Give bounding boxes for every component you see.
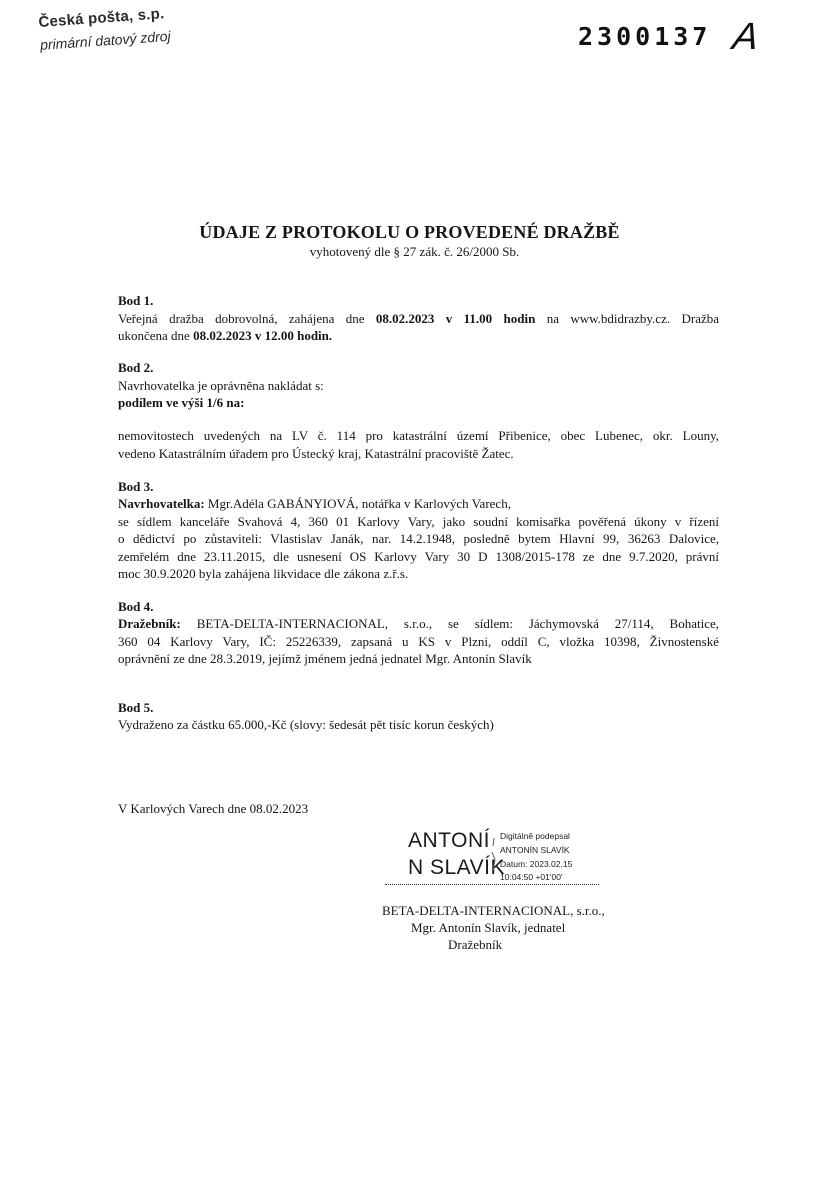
reference-letter: A bbox=[730, 16, 762, 58]
section-4-company: BETA-DELTA-INTERNACIONAL, s.r.o., se sídlem: Jáchymovská 27/114, Bohatice, bbox=[180, 616, 719, 631]
section-4-line-1 bbox=[118, 615, 719, 633]
section-2-line-1: Navrhovatelka je oprávněna nakládat s: bbox=[118, 378, 324, 393]
signature-person: Mgr. Antonín Slavík, jednatel bbox=[411, 920, 566, 935]
signature-role: Dražebník bbox=[448, 937, 503, 952]
section-3-notary: Mgr.Adéla GABÁNYIOVÁ, notářka v Karlových Varech, bbox=[204, 496, 511, 511]
section-1-heading: Bod 1. bbox=[118, 293, 154, 308]
section-2-line-3: nemovitostech uvedených na LV č. 114 pro katastrální území Přibenice, obec Lubenec, okr. Louny, bbox=[118, 428, 719, 443]
stamp-source: primární datový zdroj bbox=[39, 27, 172, 53]
signature-company: BETA-DELTA-INTERNACIONAL, s.r.o., bbox=[382, 903, 605, 918]
section-4-line-2: 360 04 Karlovy Vary, IČ: 25226339, zapsaná u KS v Plzni, oddíl C, vložka 10398, Živnostenské bbox=[118, 634, 719, 649]
section-1-start: 08.02.2023 v 11.00 hodin bbox=[375, 311, 536, 326]
digital-signature-name: ANTONÍN SLAVÍK bbox=[500, 845, 570, 855]
section-2-line-4: vedeno Katastrálním úřadem pro Ústecký kraj, Katastrální pracoviště Žatec. bbox=[118, 446, 514, 461]
section-3-heading: Bod 3. bbox=[118, 479, 154, 494]
document-title: ÚDAJE Z PROTOKOLU O PROVEDENÉ DRAŽBĚ bbox=[199, 222, 620, 242]
section-1-text-end: na www.bdidrazby.cz. Dražba bbox=[535, 311, 720, 326]
document-subtitle: vyhotovený dle § 27 zák. č. 26/2000 Sb. bbox=[309, 244, 520, 259]
section-1-end-label: ukončena dne bbox=[118, 328, 194, 343]
section-3-line-2: se sídlem kanceláře Svahová 4, 360 01 Karlovy Vary, jako soudní komisařka pověřená úkony v řízení bbox=[118, 514, 719, 529]
section-1-end: 08.02.2023 v 12.00 hodin. bbox=[193, 328, 333, 343]
signature-mark-icon bbox=[489, 836, 499, 876]
signature-line bbox=[385, 884, 599, 885]
stamp-organization: Česká pošta, s.p. bbox=[38, 5, 165, 31]
digital-signature-date: Datum: 2023.02.15 bbox=[500, 859, 573, 869]
section-1-text: Veřejná dražba dobrovolná, zahájena dne bbox=[118, 311, 376, 326]
section-3-line-3: o dědictví po zůstaviteli: Vlastislav Janák, nar. 14.2.1948, posledně bytem Hlavní 99, 36263 Dalovice, bbox=[118, 531, 719, 546]
section-5-heading: Bod 5. bbox=[118, 700, 154, 715]
section-4-line-3: oprávnění ze dne 28.3.2019, jejímž jménem jedná jednatel Mgr. Antonín Slavík bbox=[118, 651, 532, 666]
section-5-line-1: Vydraženo za částku 65.000,-Kč (slovy: šedesát pět tisíc korun českých) bbox=[118, 717, 494, 732]
place-and-date: V Karlových Varech dne 08.02.2023 bbox=[118, 801, 309, 816]
section-2-heading: Bod 2. bbox=[118, 360, 154, 375]
section-1-line-2 bbox=[118, 327, 719, 345]
section-3-line-5: moc 30.9.2020 byla zahájena likvidace dle zákona z.ř.s. bbox=[118, 566, 409, 581]
section-3-line-1 bbox=[118, 495, 719, 513]
section-4-label: Dražebník: bbox=[118, 616, 181, 631]
digital-signature-time: 10:04:50 +01'00' bbox=[500, 872, 563, 882]
signature-name-line-2: N SLAVÍK bbox=[408, 856, 505, 879]
section-2-share: podílem ve výši 1/6 na: bbox=[118, 395, 245, 410]
section-3-line-4: zemřelém dne 23.11.2015, dle usnesení OS Karlovy Vary 30 D 1308/2015-178 ze dne 9.7.2020, právní bbox=[118, 549, 719, 564]
section-1-line-1 bbox=[118, 310, 719, 328]
signature-name-line-1: ANTONÍ bbox=[408, 829, 490, 852]
section-4-heading: Bod 4. bbox=[118, 599, 154, 614]
digital-signature-label: Digitálně podepsal bbox=[500, 831, 570, 841]
postal-stamp bbox=[38, 5, 171, 53]
reference-number: 2300137 bbox=[578, 22, 712, 51]
section-3-label: Navrhovatelka: bbox=[118, 496, 205, 511]
